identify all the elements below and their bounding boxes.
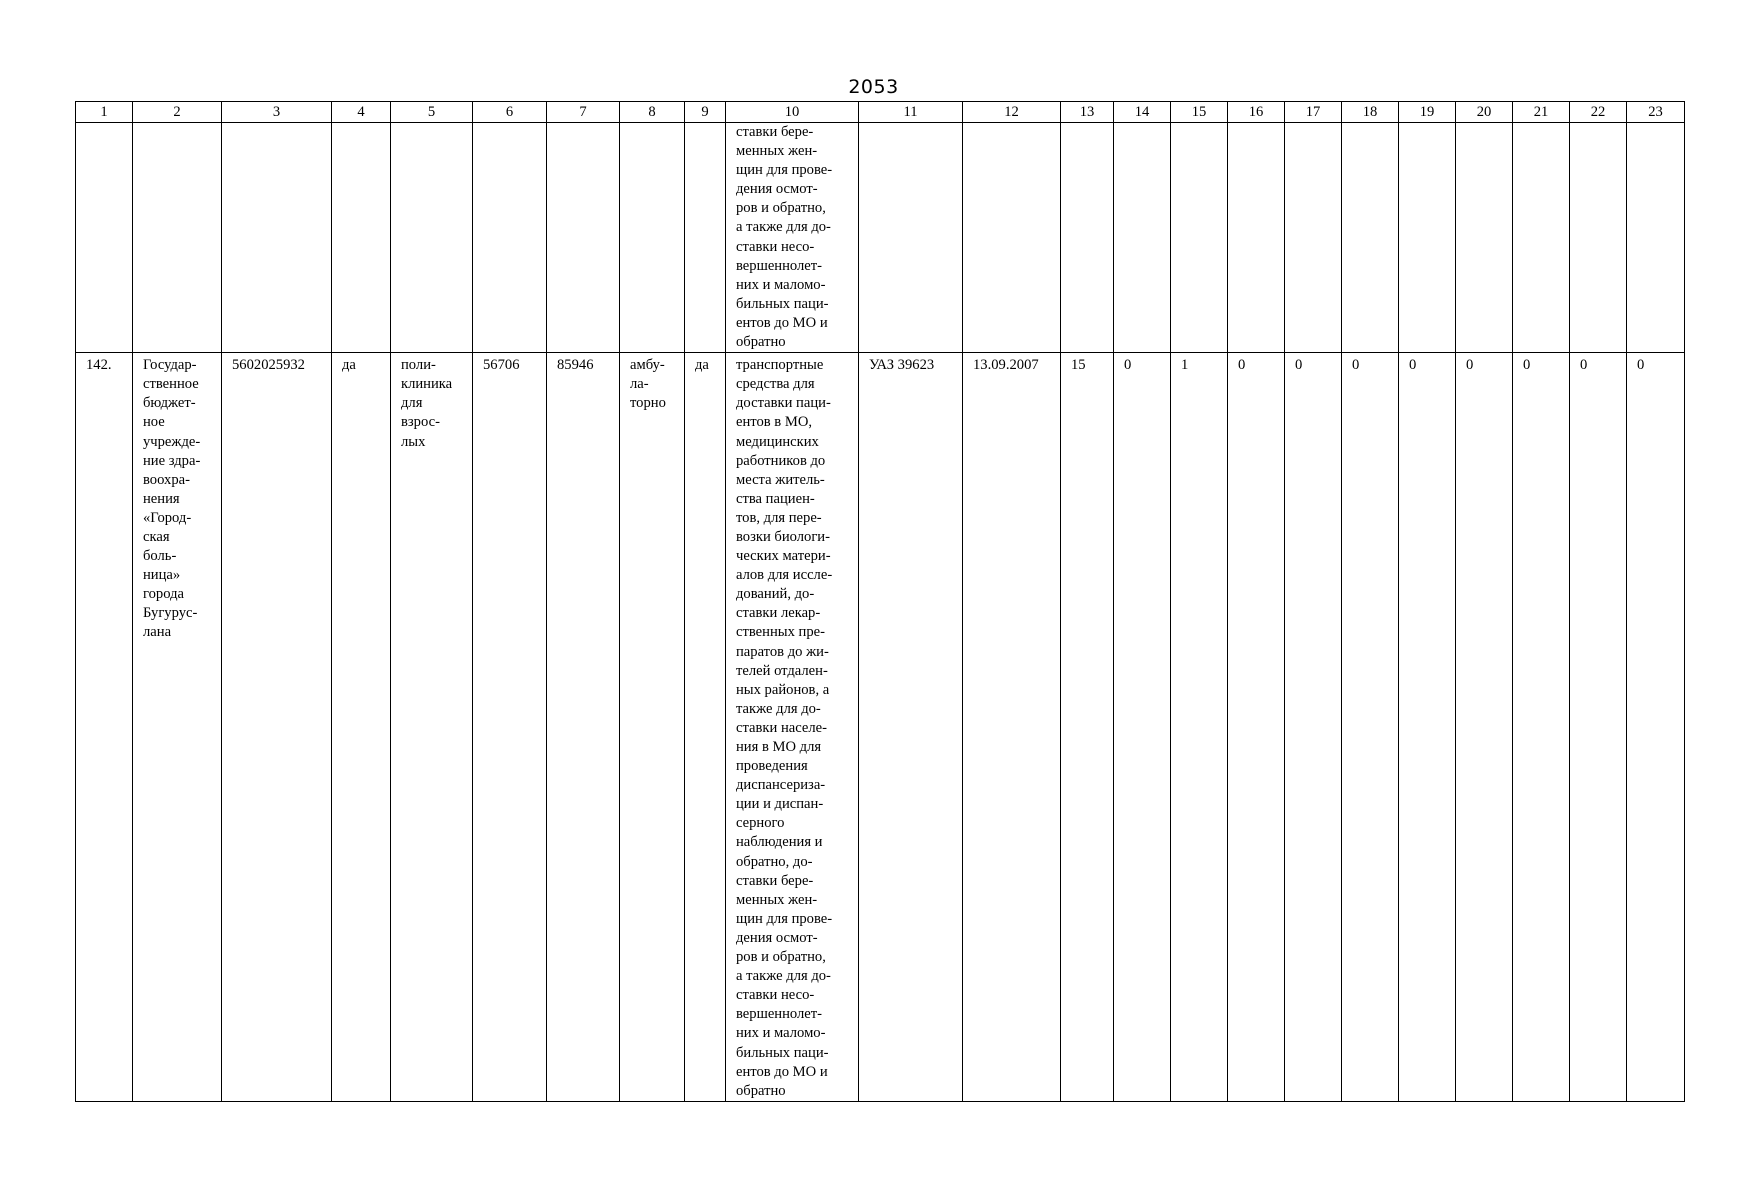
table-cell: 1: [1171, 353, 1228, 1102]
table-cell: [1228, 123, 1285, 353]
table-cell: 0: [1513, 353, 1570, 1102]
table-cell: [391, 123, 473, 353]
column-number: 7: [547, 102, 620, 123]
column-number: 1: [76, 102, 133, 123]
column-number: 2: [133, 102, 222, 123]
column-number: 19: [1399, 102, 1456, 123]
column-number: 4: [332, 102, 391, 123]
facility-type: поли- клиника для взрос- лых: [391, 353, 473, 1102]
inn-cell: 5602025932: [222, 353, 332, 1102]
table-cell: [859, 123, 963, 353]
column-number: 17: [1285, 102, 1342, 123]
table-cell: да: [332, 353, 391, 1102]
column-number: 18: [1342, 102, 1399, 123]
table-cell: [222, 123, 332, 353]
register-table: [75, 101, 1685, 1102]
row-number: 142.: [76, 353, 133, 1102]
table-cell: 15: [1061, 353, 1114, 1102]
column-number: 9: [685, 102, 726, 123]
column-number: 12: [963, 102, 1061, 123]
table-cell: 85946: [547, 353, 620, 1102]
column-number: 13: [1061, 102, 1114, 123]
column-number: 6: [473, 102, 547, 123]
table-cell: 0: [1342, 353, 1399, 1102]
table-cell: 0: [1285, 353, 1342, 1102]
table-cell: [1342, 123, 1399, 353]
table-cell: [1627, 123, 1685, 353]
table-cell: 0: [1456, 353, 1513, 1102]
table-cell: [1285, 123, 1342, 353]
column-number: 10: [726, 102, 859, 123]
column-number: 8: [620, 102, 685, 123]
table-cell: [1570, 123, 1627, 353]
table-cell: [133, 123, 222, 353]
table-cell: [547, 123, 620, 353]
table-cell: 0: [1114, 353, 1171, 1102]
organization-name: Государ- ственное бюджет- ное учрежде- ние здра- воохра- нения «Город- ская боль- ница» города Бугурус- лана: [133, 353, 222, 1102]
vehicle-purpose-cell: [726, 123, 859, 353]
vehicle-model: УАЗ 39623: [859, 353, 963, 1102]
table-cell: 0: [1399, 353, 1456, 1102]
table-cell: [620, 123, 685, 353]
table-row: [76, 353, 1685, 1102]
table-cell: [963, 123, 1061, 353]
column-number: 23: [1627, 102, 1685, 123]
column-number: 15: [1171, 102, 1228, 123]
column-number-row: [76, 102, 1685, 123]
column-number: 16: [1228, 102, 1285, 123]
table-cell: [1456, 123, 1513, 353]
continuation-row: [76, 123, 1685, 353]
column-number: 20: [1456, 102, 1513, 123]
table-cell: 0: [1627, 353, 1685, 1102]
table-cell: 0: [1228, 353, 1285, 1102]
table-cell: [1171, 123, 1228, 353]
column-number: 21: [1513, 102, 1570, 123]
table-cell: да: [685, 353, 726, 1102]
table-cell: 0: [1570, 353, 1627, 1102]
table-cell: [1513, 123, 1570, 353]
table-cell: [685, 123, 726, 353]
column-number: 3: [222, 102, 332, 123]
vehicle-purpose-text: ставки бере- менных жен- щин для прове- дения осмот- ров и обратно, а также для до- ставки несо- вершеннолет- них и маломо- бильных паци- ентов до МО и обратно: [736, 124, 833, 351]
column-number: 22: [1570, 102, 1627, 123]
column-number: 5: [391, 102, 473, 123]
page-number: 2053: [848, 76, 899, 98]
table-cell: 56706: [473, 353, 547, 1102]
vehicle-purpose-cell: транспортные средства для доставки паци- ентов в МО, медицинских работников до места житель- ства пациен- тов, для пере- возки биологи- ческих матери- алов для иссле- дований, до- ставки лекар- ственных пре- паратов до жи- телей отдален- ных районов, а также для до- ставки населе- ния в МО для проведения диспансериза- ции и диспан- серного наблюдения и обратно, до- ставки бере- менных жен- щин для прове- дения осмот- ров и обратно, а также для до- ставки несо- вершеннолет- них и маломо- бильных паци- ентов до МО и обратно: [726, 353, 859, 1102]
table-cell: [332, 123, 391, 353]
table-cell: [1061, 123, 1114, 353]
table-cell: [76, 123, 133, 353]
care-type: амбу- ла- торно: [620, 353, 685, 1102]
column-number: 14: [1114, 102, 1171, 123]
table-cell: [473, 123, 547, 353]
table-cell: [1114, 123, 1171, 353]
column-number: 11: [859, 102, 963, 123]
table-cell: [1399, 123, 1456, 353]
date-cell: 13.09.2007: [963, 353, 1061, 1102]
